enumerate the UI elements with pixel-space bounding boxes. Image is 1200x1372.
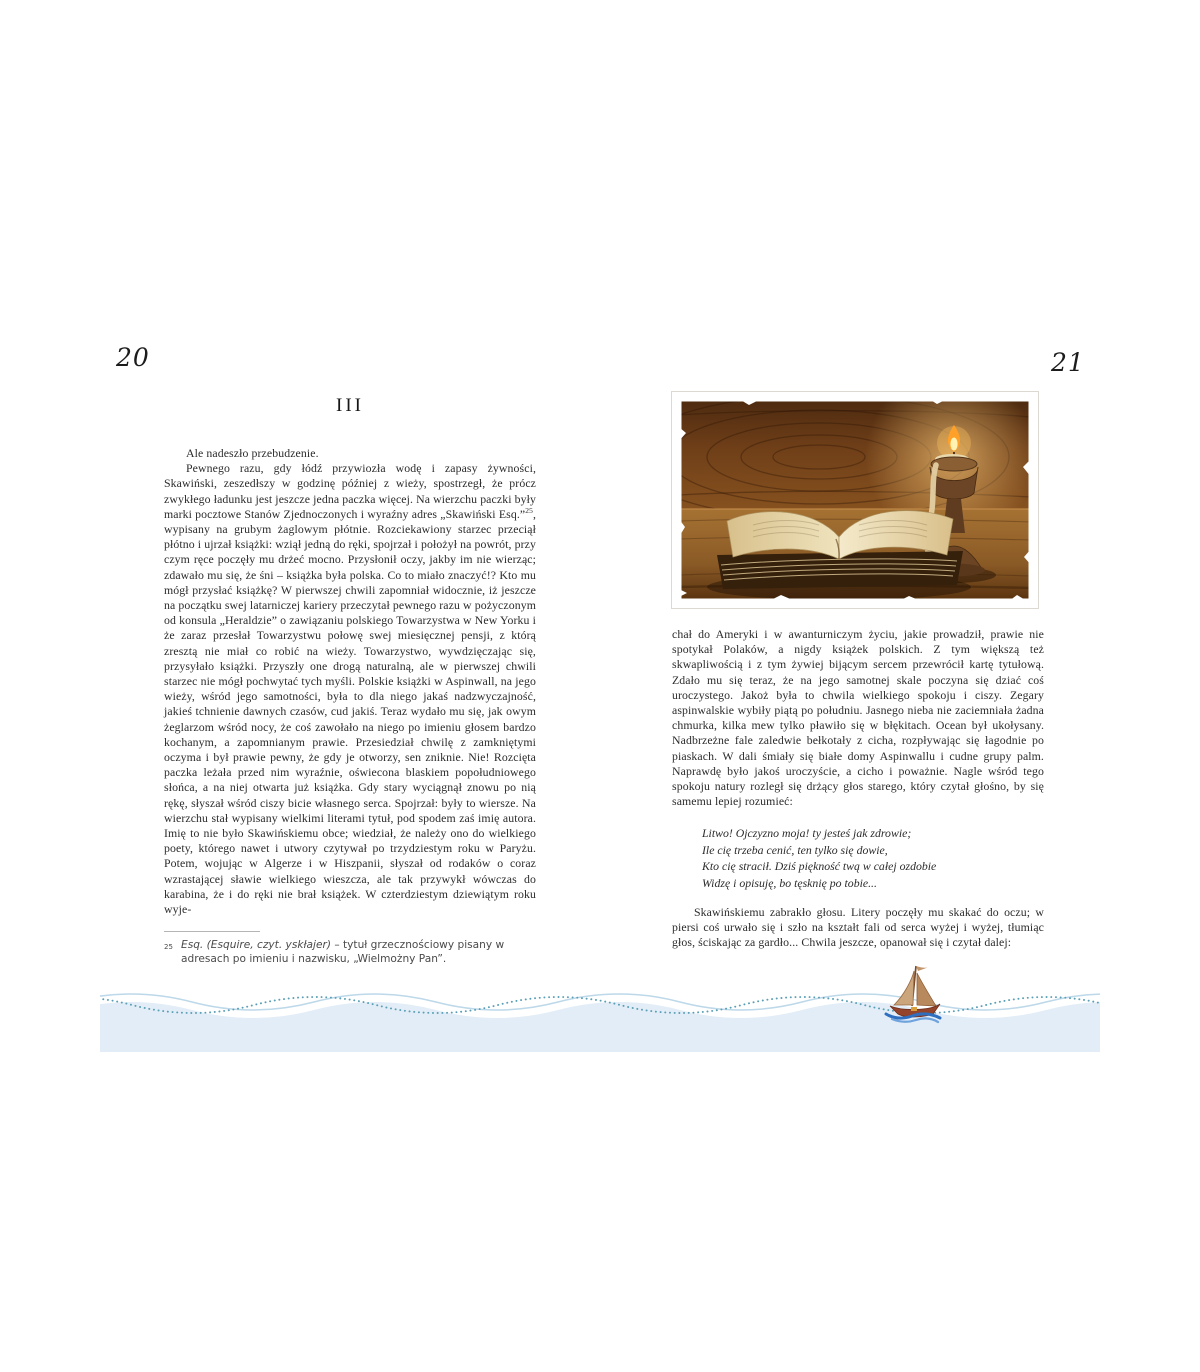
paragraph-text: Pewnego razu, gdy łódź przywiozła wodę i zapasy żywności, Skawiński, zeszedłszy w godzinę później z wieży, spostrzegł, że prócz zwykłego ładunku jest jeszcze jedna paczka więcej. Na wierzchu paczki były marki pocztowe Stanów Zjednoczonych i wyraźny adres „Skawiński Esq.”: [164, 461, 536, 521]
left-page-column: [164, 393, 536, 966]
footnote-reference: 25: [525, 505, 533, 515]
footnote-definition: – tytuł grzecznościowy pisany w adresach po imieniu i nazwisku, „Wielmożny Pan”.: [181, 939, 505, 966]
cabin: [911, 1007, 917, 1011]
paragraph-main: [164, 461, 536, 917]
poem-line: Ile cię trzeba cenić, ten tylko się dowie,: [702, 842, 888, 857]
paragraph-opening: Ale nadeszło przebudzenie.: [186, 446, 319, 460]
right-page-column: [672, 392, 1044, 951]
jib-sail: [917, 973, 936, 1006]
paragraph-text: , wypisany na grubym żaglowym płótnie. Rozciekawiony starzec przeciął płótno i ujrzał książki: wziął jedną do ręki, spojrzał i położył na powrót, przy czym ręce poczęły mu drżeć mocno. Przysłonił oczy, jakby im nie wierząc; zdawało mu się, że śni – książka była polska. Co to miało znaczyć!? Kto mu mógł przysłać książkę? W pierwszej chwili zapomniał widocznie, iż jeszcze na początku swej latarniczej kariery przeczytał pewnego razu w pożyczonym od konsula „Heraldzie” o zawiązaniu polskiego Towarzystwa w New Yorku i że zaraz przesłał Towarzystwu połowę swej miesięcznej pensji, z którą zresztą nie miał co robić na wieży. Towarzystwo, wywdzięczając się, przysyłało książki. Przyszły one drogą naturalną, ale w pierwszej chwili starzec nie mógł pochwytać tych myśli. Polskie książki w Aspinwall, na jego wieży, wśród jego samotności, była to dla niego jakaś nadzwyczajność, jakieś tchnienie dawnych czasów, cud jakiś. Teraz wydało mu się, jak owym żeglarzom wśród nocy, że coś zawołało na niego po imieniu głosem bardzo kochanym, a zapomnianym prawie. Przesiedział chwilę z zamkniętymi oczyma i był prawie pewny, że gdy je otworzy, sen zniknie. Nie! Rozcięta paczka leżała przed nim wyraźnie, oświecona blaskiem popołudniowego słońca, a na niej otwarta już książka. Gdy stary wyciągnął znowu po nią rękę, słyszał wśród ciszy bicie własnego serca. Spojrzał: były to wiersze. Na wierzchu stał wypisany wielkimi literami tytuł, pod spodem zaś imię autora. Imię to nie było Skawińskiemu obce; wiedział, że należy ono do wielkiego poety, którego nawet i utwory czytywał po trzydziestym roku w Paryżu. Potem, wojując w Algerze i w Hiszpanii, słyszał od rodaków o coraz wzrastającej sławie wielkiego wieszcza, ale tak przywykł wówczas do karabina, że i do ręki nie brał książek. W czterdziestym dziewiątym roku wyje-: [164, 506, 536, 917]
paragraph-closing: Skawińskiemu zabrakło głosu. Litery poczęły mu skakać do oczu; w piersi coś urwało się i szło na kształt fali od serca wyżej i wyżej, tłumiąc głos, ściskając za gardło... Chwila jeszcze, opanował się i czytał dalej:: [672, 905, 1044, 950]
poem-line: Litwo! Ojczyzno moja! ty jesteś jak zdrowie;: [702, 826, 912, 841]
footnote-rule: [164, 931, 260, 932]
wave-graphic: [100, 964, 1100, 1052]
footnote-marker: 25: [164, 943, 173, 952]
footnote-term: Esq. (Esquire, czyt. yskłajer): [181, 939, 331, 952]
page-number-left: 20: [116, 343, 150, 372]
poem-line: Kto cię stracił. Dziś piękność twą w całej ozdobie: [702, 859, 937, 874]
main-sail: [894, 971, 914, 1005]
footnote: [164, 931, 536, 966]
page-number-right: 21: [1051, 348, 1085, 377]
photo-illustration: [679, 399, 1031, 601]
poem-line: Widzę i opisuję, bo tęsknię po tobie...: [702, 875, 877, 890]
pennant: [916, 966, 929, 971]
paragraph-continuation: chał do Ameryki i w awanturniczym życiu, jakie prowadził, prawie nie spotykał Polaków, a nigdy książek polskich. Z tym większą też skwapliwością i z tym żywiej bijącym sercem przewrócił kartę tytułową. Zdało mu się teraz, że na jego samotnej skale poczyna się dziać coś uroczystego. Jakoż była to chwila wielkiego spokoju i ciszy. Zegary aspinwalskie wybiły piątą po południu. Jasnego nieba nie zaciemniała żadna chmurka, kilka mew tylko pławiło się w błękitach. Ocean był ukołysany. Nadbrzeżne fale zaledwie bełkotały z cicha, rozpływając się łagodnie po piaskach. W dali śmiały się białe domy Aspinwallu i cudne grupy palm. Naprawdę było jakoś uroczyście, a cicho i poważnie. Nagle wśród tego spokoju natury rozległ się drżący głos starego, który czytał głośno, by się samemu lepiej rozumieć:: [672, 627, 1044, 809]
chapter-heading: III: [336, 395, 364, 416]
poem-quote: [702, 825, 1044, 891]
wave-decoration: [100, 964, 1100, 1052]
flame-core: [950, 438, 957, 451]
photo-open-book-with-candle: [672, 392, 1038, 608]
